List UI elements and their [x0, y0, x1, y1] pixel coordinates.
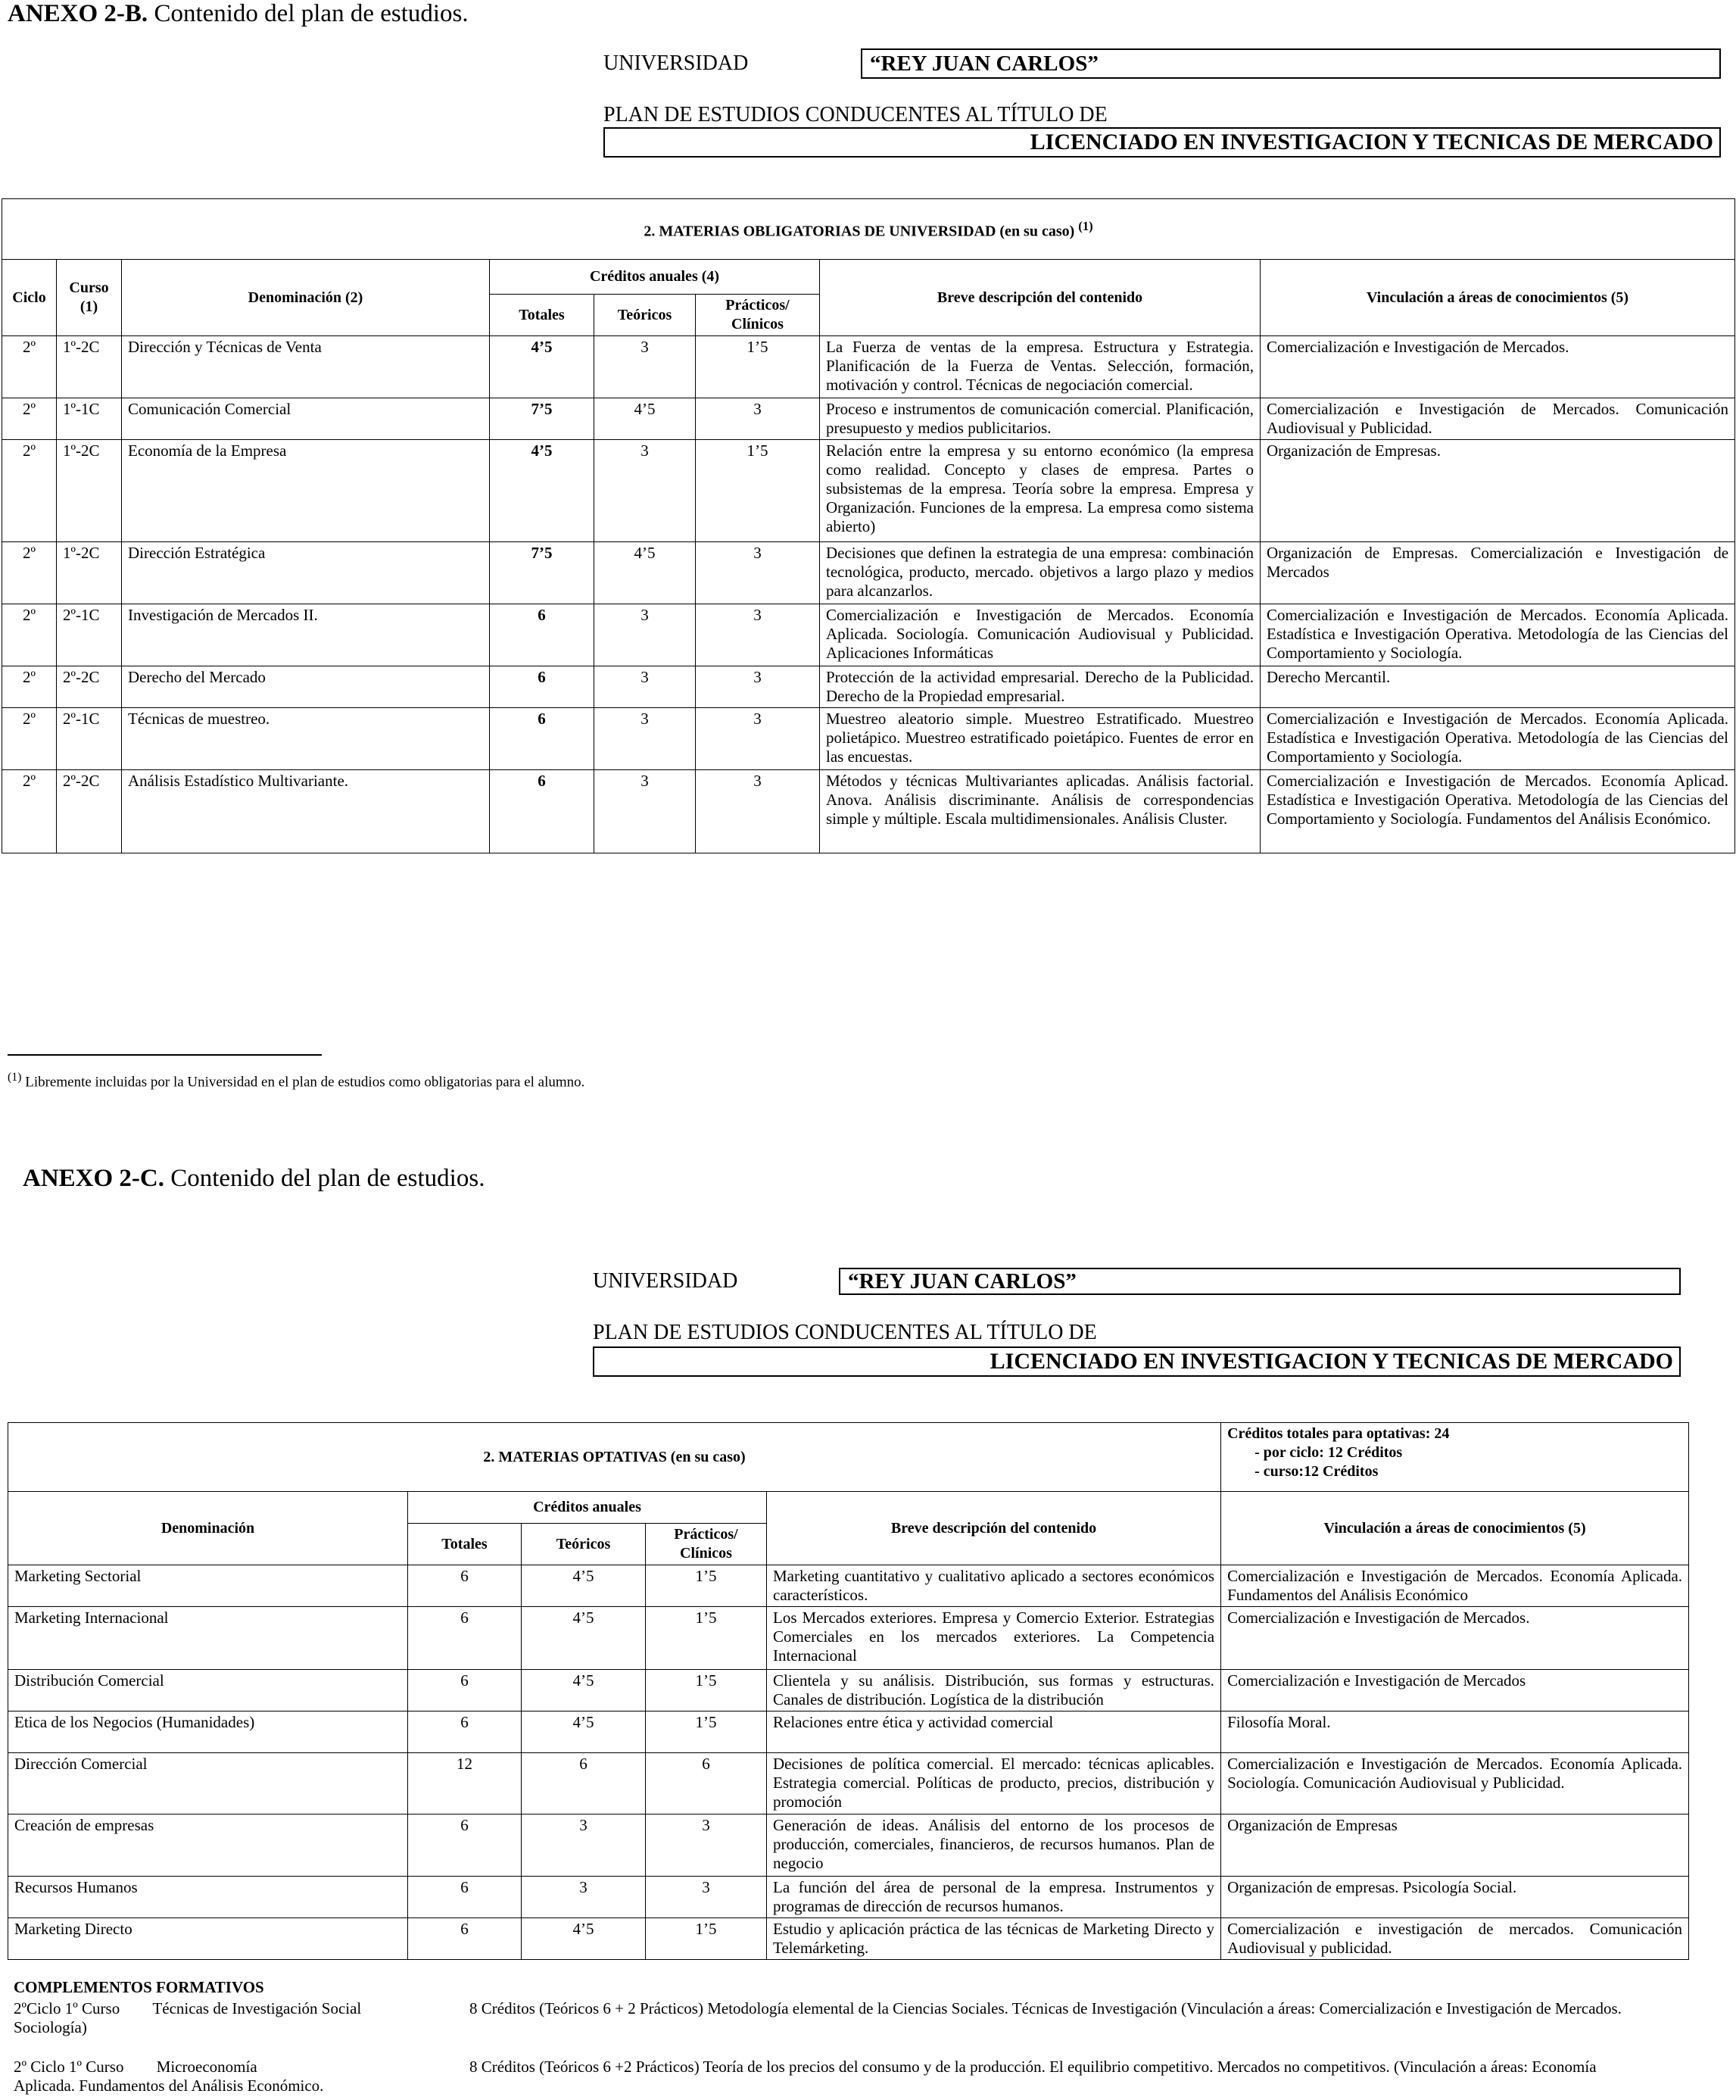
header-creditos: Créditos anuales (4)	[490, 260, 820, 295]
table-row: Recursos Humanos 6 3 3 La función del área de personal de la empresa. Instrumentos y programas de dirección de recursos humanos. Organización de empresas. Psicología Social.	[8, 1877, 1689, 1918]
universidad-label-c: UNIVERSIDAD	[593, 1269, 738, 1293]
header-descripcion: Breve descripción del contenido	[820, 260, 1261, 336]
anexo-b-label: ANEXO 2-B.	[8, 0, 148, 27]
plan-label-c: PLAN DE ESTUDIOS CONDUCENTES AL TÍTULO DE	[593, 1321, 1097, 1344]
table-row: 2º 2º-2C Análisis Estadístico Multivariante. 6 3 3 Métodos y técnicas Multivariantes aplicadas. Análisis factorial. Anova. Análisis discriminante. Análisis de correspondencias simple y múltiple. Escala multidimensionales. Análisis Cluster. Comercialización e Investigación de Mercados. Economía Aplicad. Estadística e Investigación Operativa. Metodología de las Ciencias del Comportamiento y Sociología. Fundamentos del Análisis Económico.	[2, 770, 1735, 853]
optativas-table	[8, 1422, 1689, 1960]
complemento-detalle: 8 Créditos (Teóricos 6 + 2 Prácticos) Metodología elemental de la Ciencias Sociales. Técnicas de Investigación (Vinculación a áreas: Comercialización e Investigación de Mercados.	[469, 1999, 1622, 2017]
table-row: Marketing Directo 6 4’5 1’5 Estudio y aplicación práctica de las técnicas de Marketing Directo y Telemárketing. Comercialización e investigación de mercados. Comunicación Audiovisual y publicidad.	[8, 1918, 1689, 1960]
table-row: Etica de los Negocios (Humanidades) 6 4’5 1’5 Relaciones entre ética y actividad comercial Filosofía Moral.	[8, 1712, 1689, 1753]
header-denominacion-c: Denominación	[8, 1492, 408, 1565]
footnote-divider	[8, 1054, 322, 1056]
header-vinculacion-c: Vinculación a áreas de conocimientos (5)	[1221, 1492, 1689, 1565]
header-curso: Curso (1)	[57, 260, 122, 336]
plan-label: PLAN DE ESTUDIOS CONDUCENTES AL TÍTULO DE	[603, 103, 1108, 126]
table-row: Creación de empresas 6 3 3 Generación de ideas. Análisis del entorno de los procesos de producción, comerciales, financieros, de recursos humanos. Plan de negocio Organización de Empresas	[8, 1814, 1689, 1877]
header-ciclo: Ciclo	[2, 260, 57, 336]
header-creditos-c: Créditos anuales	[408, 1492, 767, 1524]
table-row: 2º 1º-1C Comunicación Comercial 7’5 4’5 3 Proceso e instrumentos de comunicación comercial. Planificación, presupuesto y medios publicitarios. Comercialización e Investigación de Mercados. Comunicación Audiovisual y Publicidad.	[2, 398, 1735, 440]
complemento-item: 2ºCiclo 1º Curso Técnicas de Investigación Social Sociología)	[14, 1999, 362, 2036]
header-denominacion: Denominación (2)	[122, 260, 490, 336]
header-teoricos: Teóricos	[594, 295, 696, 336]
table-row: 2º 2º-2C Derecho del Mercado 6 3 3 Protección de la actividad empresarial. Derecho de la Publicidad. Derecho de la Propiedad empresarial. Derecho Mercantil.	[2, 666, 1735, 708]
table-row: Distribución Comercial 6 4’5 1’5 Clientela y su análisis. Distribución, sus formas y estructuras. Canales de distribución. Logística de la distribución Comercialización e Investigación de Mercados	[8, 1670, 1689, 1712]
header-totales-c: Totales	[408, 1524, 522, 1565]
header-totales: Totales	[490, 295, 594, 336]
optativas-title: 2. MATERIAS OPTATIVAS (en su caso)	[8, 1423, 1221, 1492]
anexo-c-label: ANEXO 2-C.	[23, 1165, 164, 1192]
anexo-b-title: Contenido del plan de estudios.	[154, 0, 469, 27]
universidad-name-box-c: “REY JUAN CARLOS”	[839, 1268, 1681, 1295]
complemento-detalle: 8 Créditos (Teóricos 6 +2 Prácticos) Teoría de los precios del consumo y de la producción. El equilibrio competitivo. Mercados no competitivos. (Vinculación a áreas: Economía	[469, 2058, 1597, 2076]
titulo-box: LICENCIADO EN INVESTIGACION Y TECNICAS DE MERCADO	[603, 127, 1721, 158]
footnote: $^{(1)}$ Libremente incluidas por la Universidad en el plan de estudios como obligatorias para el alumno.	[8, 1071, 585, 1091]
header-practicos-c: Prácticos/ Clínicos	[646, 1524, 767, 1565]
table-row: Marketing Internacional 6 4’5 1’5 Los Mercados exteriores. Empresa y Comercio Exterior. Estrategias Comerciales en los mercados exteriores. La Competencia Internacional Comercialización e Investigación de Mercados.	[8, 1607, 1689, 1670]
universidad-name-box: “REY JUAN CARLOS”	[861, 48, 1721, 79]
header-teoricos-c: Teóricos	[522, 1524, 646, 1565]
anexo-c-title: Contenido del plan de estudios.	[170, 1165, 485, 1192]
universidad-label: UNIVERSIDAD	[603, 51, 749, 75]
table-row: 2º 2º-1C Técnicas de muestreo. 6 3 3 Muestreo aleatorio simple. Muestreo Estratificado. Muestreo polietápico. Muestreo estratificado poietápico. Fuentes de error en las encuestas. Comercialización e Investigación de Mercados. Economía Aplicada. Estadística e Investigación Operativa. Metodología de las Ciencias del Comportamiento y Sociología.	[2, 708, 1735, 770]
table-row: 2º 1º-2C Dirección Estratégica 7’5 4’5 3 Decisiones que definen la estrategia de una empresa: combinación tecnológica, producto, mercado. objetivos a largo plazo y medios para alcanzarlos. Organización de Empresas. Comercialización e Investigación de Mercados	[2, 542, 1735, 604]
header-descripcion-c: Breve descripción del contenido	[767, 1492, 1221, 1565]
table-row: 2º 1º-2C Economía de la Empresa 4’5 3 1’5 Relación entre la empresa y su entorno económico (la empresa como realidad. Concepto y clases de empresa. Partes o subsistemas de la empresa. Teoría sobre la empresa. Empresa y Organización. Funciones de la empresa. La empresa como sistema abierto) Organización de Empresas.	[2, 440, 1735, 542]
anexo-c-heading	[23, 1165, 485, 1193]
obligatorias-table	[2, 198, 1735, 853]
complementos-title: COMPLEMENTOS FORMATIVOS	[14, 1978, 264, 1996]
titulo-box-c: LICENCIADO EN INVESTIGACION Y TECNICAS DE MERCADO	[593, 1346, 1681, 1377]
table-row: Dirección Comercial 12 6 6 Decisiones de política comercial. El mercado: técnicas aplicables. Estrategia comercial. Políticas de producto, precios, distribución y promoción Comercialización e Investigación de Mercados. Economía Aplicada. Sociología. Comunicación Audiovisual y Publicidad.	[8, 1753, 1689, 1814]
obligatorias-title: 2. MATERIAS OBLIGATORIAS DE UNIVERSIDAD (en su caso) $^{(1)}$	[2, 199, 1735, 260]
header-practicos: Prácticos/ Clínicos	[696, 295, 820, 336]
creditos-totales-optativas: Créditos totales para optativas: 24 - por ciclo: 12 Créditos - curso:12 Créditos	[1221, 1423, 1689, 1492]
header-vinculacion: Vinculación a áreas de conocimientos (5)	[1261, 260, 1735, 336]
anexo-b-heading	[8, 0, 469, 28]
table-row: Marketing Sectorial 6 4’5 1’5 Marketing cuantitativo y cualitativo aplicado a sectores económicos característicos. Comercialización e Investigación de Mercados. Economía Aplicada. Fundamentos del Análisis Económico	[8, 1565, 1689, 1607]
complemento-item: 2º Ciclo 1º Curso Microeconomía Aplicada. Fundamentos del Análisis Económico.	[14, 2058, 324, 2095]
table-row: 2º 2º-1C Investigación de Mercados II. 6 3 3 Comercialización e Investigación de Mercados. Economía Aplicada. Sociología. Comunicación Audiovisual y Publicidad. Aplicaciones Informáticas Comercialización e Investigación de Mercados. Economía Aplicada. Estadística e Investigación Operativa. Metodología de las Ciencias del Comportamiento y Sociología.	[2, 604, 1735, 666]
table-row: 2º 1º-2C Dirección y Técnicas de Venta 4’5 3 1’5 La Fuerza de ventas de la empresa. Estructura y Estrategia. Planificación de la Fuerza de Ventas. Selección, formación, motivación y control. Técnicas de negociación comercial. Comercialización e Investigación de Mercados.	[2, 336, 1735, 398]
